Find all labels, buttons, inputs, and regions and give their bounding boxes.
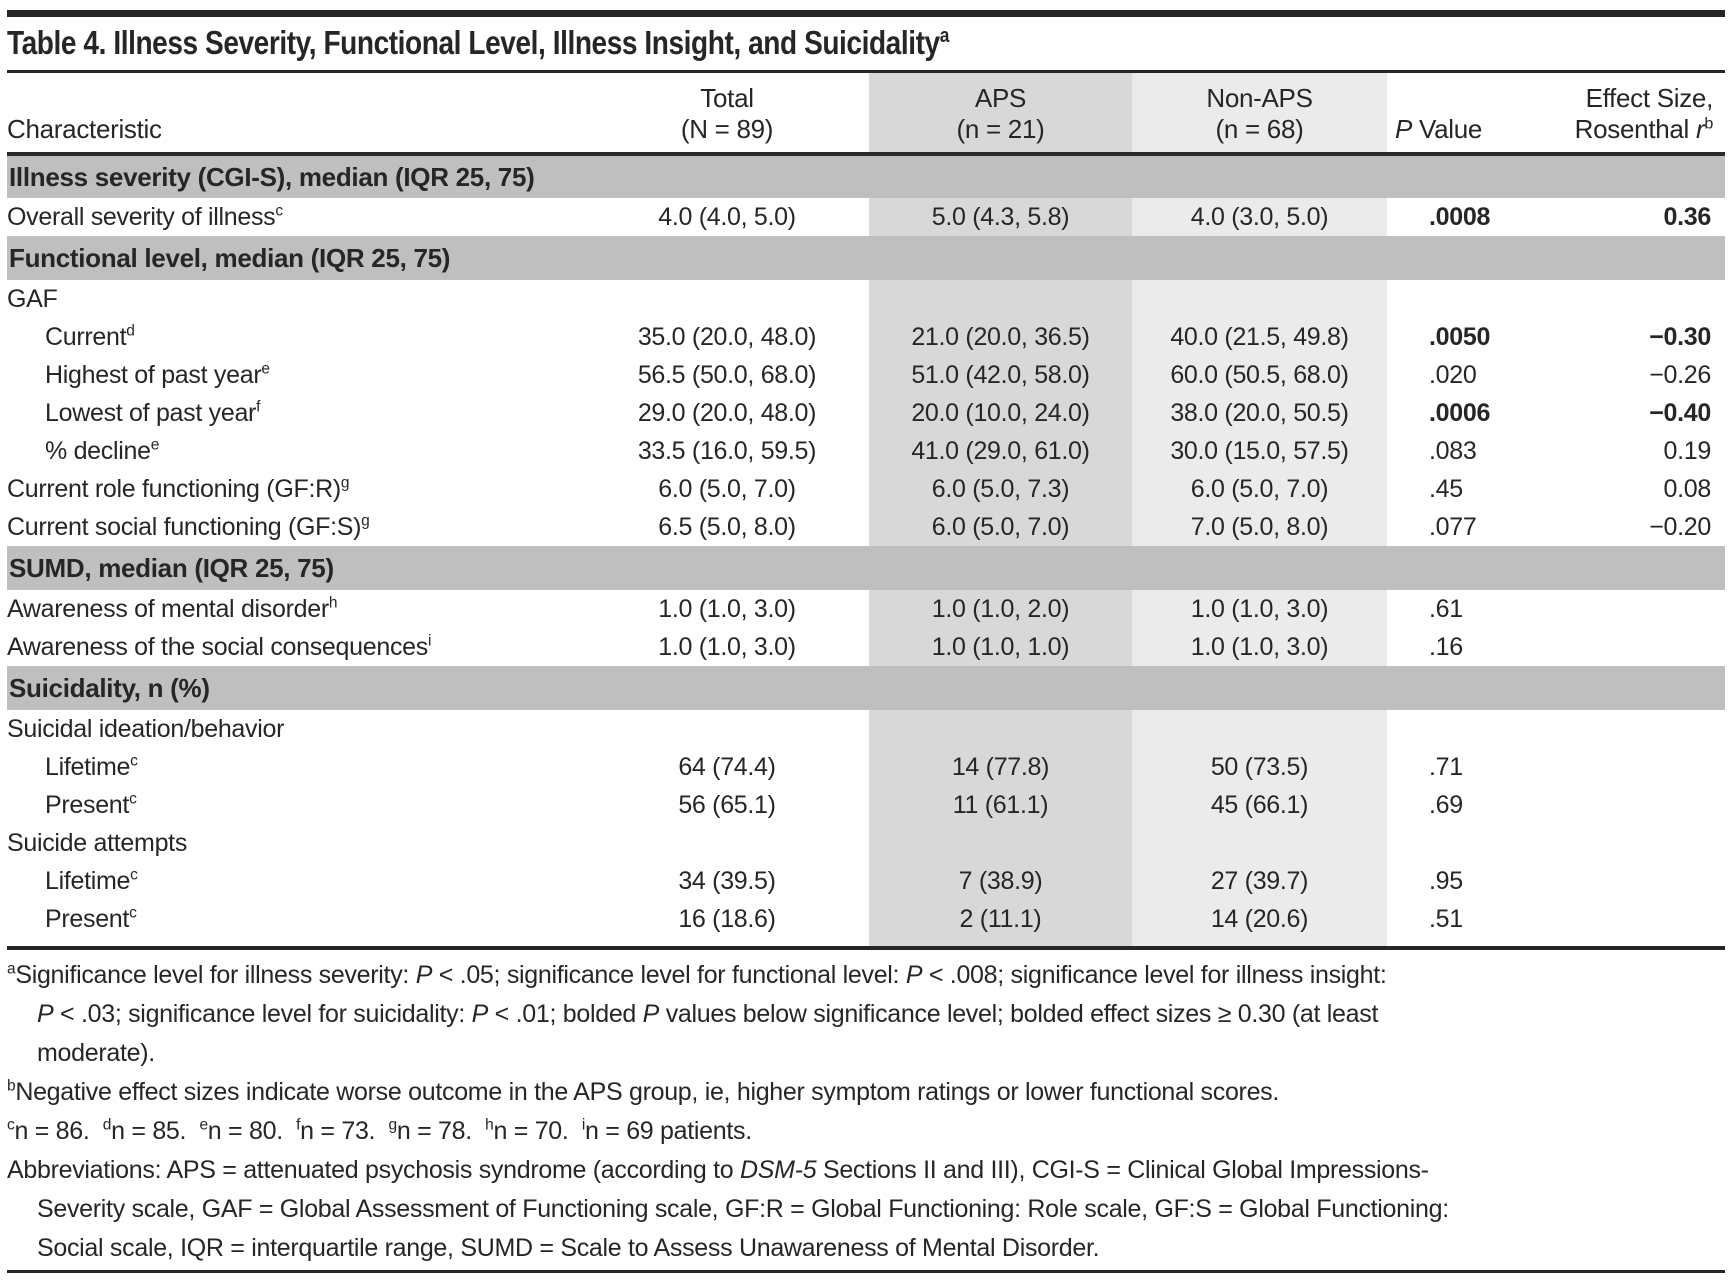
footnote-marker: c: [129, 790, 137, 808]
table-row: [7, 432, 1725, 470]
table-row: [7, 394, 1725, 432]
cell-aps: 14 (77.8): [869, 748, 1132, 786]
cell-p-value: .0008: [1429, 202, 1491, 231]
footnote-line: [7, 995, 1725, 1034]
cell-total: 1.0 (1.0, 3.0): [658, 632, 796, 661]
cell-effect-size: −0.26: [1649, 360, 1711, 389]
cell-characteristic: Suicidal ideation/behavior: [7, 714, 285, 743]
cell-aps: 1.0 (1.0, 2.0): [869, 590, 1132, 628]
header-aps-line1: APS: [974, 83, 1027, 113]
footnote-marker: f: [256, 398, 261, 416]
cell-effect-size: −0.40: [1649, 398, 1711, 427]
cell-total: 1.0 (1.0, 3.0): [658, 594, 796, 623]
cell-p-value: .69: [1429, 790, 1463, 819]
footnote-marker: g: [388, 1116, 397, 1134]
header-p-rest: Value: [1412, 114, 1483, 144]
cell-aps: 2 (11.1): [869, 900, 1132, 938]
cell-effect-size: −0.30: [1649, 322, 1711, 351]
footnote-text: Abbreviations: APS = attenuated psychosis syndrome (according to: [7, 1156, 741, 1184]
table-title-footnote-marker: a: [939, 24, 949, 47]
table-row: [7, 786, 1725, 824]
footnote-text: Sections II and III), CGI-S = Clinical Global Impressions-: [816, 1156, 1429, 1184]
cell-aps: 21.0 (20.0, 36.5): [869, 318, 1132, 356]
footnote-line: [7, 1190, 1725, 1229]
cell-characteristic: Awareness of the social consequences$^i$: [7, 632, 432, 661]
table-row: [7, 470, 1725, 508]
cell-non-aps: [1132, 710, 1387, 748]
table-row: [7, 318, 1725, 356]
spacer-cell: [7, 938, 585, 948]
cell-aps: [869, 280, 1132, 318]
section-row: [7, 546, 1725, 590]
cell-non-aps: 27 (39.7): [1132, 862, 1387, 900]
cell-effect-size: [1535, 824, 1725, 862]
cell-p-value: [1387, 824, 1535, 862]
footnote-line: [7, 1034, 1725, 1073]
table-row: [7, 900, 1725, 938]
cell-characteristic: Current social functioning (GF:S)$^g$: [7, 512, 370, 541]
cell-aps: 1.0 (1.0, 1.0): [869, 628, 1132, 666]
cell-effect-size: [1535, 748, 1725, 786]
footnote-text: < .01; bolded: [488, 1000, 643, 1028]
cell-aps: [869, 824, 1132, 862]
cell-p-value: .71: [1429, 752, 1463, 781]
header-effect-size: [1535, 73, 1725, 154]
table-title: [7, 24, 1467, 62]
footnote-line: [7, 956, 1725, 995]
cell-characteristic: GAF: [7, 284, 58, 313]
cell-non-aps: 38.0 (20.0, 50.5): [1132, 394, 1387, 432]
footnote-marker: e: [261, 360, 270, 378]
cell-p-value: .077: [1429, 512, 1477, 541]
header-effect-line2: [1535, 114, 1713, 145]
footnote-marker: i: [427, 632, 432, 650]
cell-characteristic: Lowest of past year$^f$: [45, 398, 261, 427]
footnote-italic-text: P: [415, 961, 433, 989]
cell-effect-size: [1535, 590, 1725, 628]
footnote-marker: g: [340, 474, 350, 492]
table-row: [7, 590, 1725, 628]
cell-aps: 20.0 (10.0, 24.0): [869, 394, 1132, 432]
footnote-marker: c: [129, 904, 137, 922]
cell-characteristic: Lifetime$^c$: [45, 866, 138, 895]
spacer-cell: [1387, 938, 1535, 948]
cell-aps: 51.0 (42.0, 58.0): [869, 356, 1132, 394]
cell-p-value: .51: [1429, 904, 1463, 933]
table-row: [7, 824, 1725, 862]
footnote-marker: c: [130, 866, 138, 884]
footnote-text: n = 85.: [111, 1117, 200, 1145]
table-row: [7, 356, 1725, 394]
paper-table-page: [0, 10, 1732, 1273]
cell-p-value: .0050: [1429, 322, 1491, 351]
spacer-cell: [869, 938, 1132, 948]
cell-effect-size: [1535, 280, 1725, 318]
cell-effect-size: 0.36: [1663, 202, 1711, 231]
data-table: [7, 73, 1725, 950]
section-label: Illness severity (CGI-S), median (IQR 25, 75): [7, 154, 1725, 198]
footnote-marker: f: [296, 1116, 301, 1134]
header-aps-line2: (n = 21): [956, 114, 1045, 144]
footnote-line: [7, 1112, 1725, 1151]
cell-aps: 7 (38.9): [869, 862, 1132, 900]
header-non-aps-line2: (n = 68): [1215, 114, 1304, 144]
cell-non-aps: [1132, 280, 1387, 318]
section-label: SUMD, median (IQR 25, 75): [7, 546, 1725, 590]
section-label: Suicidality, n (%): [7, 666, 1725, 710]
header-row: [7, 73, 1725, 154]
table-row: [7, 280, 1725, 318]
cell-effect-size: [1535, 710, 1725, 748]
cell-p-value: .95: [1429, 866, 1463, 895]
header-total-line1: Total: [700, 83, 754, 113]
footnotes: [7, 956, 1725, 1268]
header-effect-footnote-marker: b: [1704, 114, 1713, 133]
footnote-text: < .03; significance level for suicidality:: [53, 1000, 472, 1028]
cell-total: 6.0 (5.0, 7.0): [658, 474, 796, 503]
header-effect-line1: Effect Size,: [1585, 83, 1713, 113]
header-non-aps-line1: Non-APS: [1206, 83, 1313, 113]
footnote-text: values below significance level; bolded effect sizes ≥ 0.30 (at least: [659, 1000, 1379, 1028]
cell-non-aps: [1132, 824, 1387, 862]
footnote-marker: c: [7, 1116, 15, 1134]
footnote-text: moderate).: [37, 1039, 155, 1067]
cell-characteristic: Awareness of mental disorder$^h$: [7, 594, 338, 623]
cell-p-value: .61: [1429, 594, 1463, 623]
footnote-marker: d: [126, 322, 135, 340]
page-bottom-rule: [7, 1270, 1725, 1273]
cell-effect-size: [1535, 862, 1725, 900]
header-total-line2: (N = 89): [680, 114, 774, 144]
header-p-value: [1387, 73, 1535, 154]
cell-characteristic: Present$^c$: [45, 790, 137, 819]
cell-p-value: .45: [1429, 474, 1463, 503]
footnote-text: n = 86.: [14, 1117, 103, 1145]
cell-p-value: .0006: [1429, 398, 1491, 427]
footnote-marker: d: [102, 1116, 112, 1134]
footnote-marker: c: [130, 752, 138, 770]
cell-total: 6.5 (5.0, 8.0): [658, 512, 796, 541]
cell-total: 35.0 (20.0, 48.0): [637, 322, 817, 351]
footnote-text: Social scale, IQR = interquartile range, SUMD = Scale to Assess Unawareness of Mental Disorder.: [37, 1234, 1100, 1262]
table-row: [7, 748, 1725, 786]
cell-total: 16 (18.6): [678, 904, 776, 933]
cell-total: [585, 824, 869, 862]
cell-characteristic: Current role functioning (GF:R)$^g$: [7, 474, 350, 503]
table-top-rule: [7, 10, 1725, 17]
cell-non-aps: 30.0 (15.0, 57.5): [1132, 432, 1387, 470]
spacer-cell: [1535, 938, 1725, 948]
cell-p-value: .083: [1429, 436, 1477, 465]
header-aps: [869, 73, 1132, 154]
footnote-marker: c: [275, 202, 283, 220]
footnote-text: n = 70.: [493, 1117, 582, 1145]
cell-characteristic: Current$^d$: [45, 322, 135, 351]
footnote-text: Negative effect sizes indicate worse outcome in the APS group, ie, higher symptom ratings or lower functional scores.: [15, 1078, 1280, 1106]
footnote-italic-text: P: [642, 1000, 660, 1028]
cell-aps: 41.0 (29.0, 61.0): [869, 432, 1132, 470]
table-title-text: Table 4. Illness Severity, Functional Level, Illness Insight, and Suicidality: [7, 24, 940, 61]
footnote-text: n = 69 patients.: [585, 1117, 752, 1145]
cell-p-value: .16: [1429, 632, 1463, 661]
cell-characteristic: Highest of past year$^e$: [45, 360, 270, 389]
footnote-marker: b: [7, 1077, 16, 1095]
footnote-italic-text: DSM-5: [740, 1156, 817, 1184]
section-row: [7, 236, 1725, 280]
spacer-cell: [1132, 938, 1387, 948]
cell-non-aps: 45 (66.1): [1132, 786, 1387, 824]
cell-aps: [869, 710, 1132, 748]
footnote-text: < .05; significance level for functional level:: [432, 961, 906, 989]
spacer-cell: [585, 938, 869, 948]
footnote-line: [7, 1151, 1725, 1190]
cell-effect-size: −0.20: [1649, 512, 1711, 541]
cell-effect-size: [1535, 628, 1725, 666]
cell-p-value: .020: [1429, 360, 1477, 389]
footnote-marker: a: [7, 960, 16, 978]
cell-p-value: [1387, 710, 1535, 748]
cell-non-aps: 6.0 (5.0, 7.0): [1132, 470, 1387, 508]
table-row: [7, 628, 1725, 666]
cell-characteristic: Lifetime$^c$: [45, 752, 138, 781]
cell-total: [585, 280, 869, 318]
cell-non-aps: 60.0 (50.5, 68.0): [1132, 356, 1387, 394]
cell-non-aps: 1.0 (1.0, 3.0): [1132, 590, 1387, 628]
footnote-text: n = 80.: [207, 1117, 297, 1145]
footnote-text: Significance level for illness severity:: [15, 961, 416, 989]
footnote-marker: h: [485, 1116, 494, 1134]
cell-non-aps: 40.0 (21.5, 49.8): [1132, 318, 1387, 356]
cell-aps: 6.0 (5.0, 7.0): [869, 508, 1132, 546]
footnote-text: n = 78.: [396, 1117, 486, 1145]
header-effect-pre: Rosenthal: [1574, 114, 1696, 144]
footnote-marker: e: [150, 436, 160, 454]
header-characteristic: Characteristic: [7, 73, 585, 154]
cell-aps: 6.0 (5.0, 7.3): [869, 470, 1132, 508]
section-row: [7, 666, 1725, 710]
footnote-marker: i: [581, 1116, 585, 1134]
section-label: Functional level, median (IQR 25, 75): [7, 236, 1725, 280]
cell-total: [585, 710, 869, 748]
header-effect-r-italic: r: [1695, 114, 1705, 144]
footnote-marker: g: [361, 512, 370, 530]
header-total: [585, 73, 869, 154]
cell-p-value: [1387, 280, 1535, 318]
cell-total: 56.5 (50.0, 68.0): [637, 360, 817, 389]
cell-total: 56 (65.1): [678, 790, 776, 819]
cell-non-aps: 7.0 (5.0, 8.0): [1132, 508, 1387, 546]
cell-characteristic: Suicide attempts: [7, 828, 188, 857]
section-row: [7, 154, 1725, 198]
cell-non-aps: 4.0 (3.0, 5.0): [1132, 198, 1387, 236]
cell-non-aps: 1.0 (1.0, 3.0): [1132, 628, 1387, 666]
footnote-marker: h: [328, 594, 338, 612]
footnote-text: < .008; significance level for illness insight:: [922, 961, 1387, 989]
cell-total: 34 (39.5): [678, 866, 776, 895]
table-row: [7, 710, 1725, 748]
cell-total: 29.0 (20.0, 48.0): [637, 398, 817, 427]
cell-aps: 5.0 (4.3, 5.8): [869, 198, 1132, 236]
footnote-line: [7, 1229, 1725, 1268]
table-header: [7, 73, 1725, 154]
footnote-text: Severity scale, GAF = Global Assessment of Functioning scale, GF:R = Global Functioning: Role scale, GF:S = Global Functioning:: [37, 1195, 1449, 1223]
cell-effect-size: 0.08: [1663, 474, 1711, 503]
cell-characteristic: Present$^c$: [45, 904, 137, 933]
table-body: [7, 154, 1725, 948]
header-non-aps: [1132, 73, 1387, 154]
cell-total: 64 (74.4): [678, 752, 776, 781]
spacer-row: [7, 938, 1725, 948]
cell-characteristic: Overall severity of illness$^c$: [7, 202, 283, 231]
table-row: [7, 508, 1725, 546]
cell-non-aps: 50 (73.5): [1132, 748, 1387, 786]
table-row: [7, 862, 1725, 900]
footnote-italic-text: P: [905, 961, 923, 989]
cell-effect-size: [1535, 786, 1725, 824]
cell-effect-size: 0.19: [1663, 436, 1711, 465]
cell-non-aps: 14 (20.6): [1132, 900, 1387, 938]
footnote-italic-text: P: [37, 1000, 54, 1028]
footnote-line: [7, 1073, 1725, 1112]
cell-effect-size: [1535, 900, 1725, 938]
footnote-text: n = 73.: [300, 1117, 389, 1145]
table-row: [7, 198, 1725, 236]
footnote-marker: e: [199, 1116, 208, 1134]
cell-aps: 11 (61.1): [869, 786, 1132, 824]
cell-characteristic: % decline$^e$: [45, 436, 160, 465]
footnote-italic-text: P: [471, 1000, 489, 1028]
cell-total: 4.0 (4.0, 5.0): [658, 202, 796, 231]
cell-total: 33.5 (16.0, 59.5): [637, 436, 817, 465]
header-p-italic: P: [1395, 114, 1413, 144]
